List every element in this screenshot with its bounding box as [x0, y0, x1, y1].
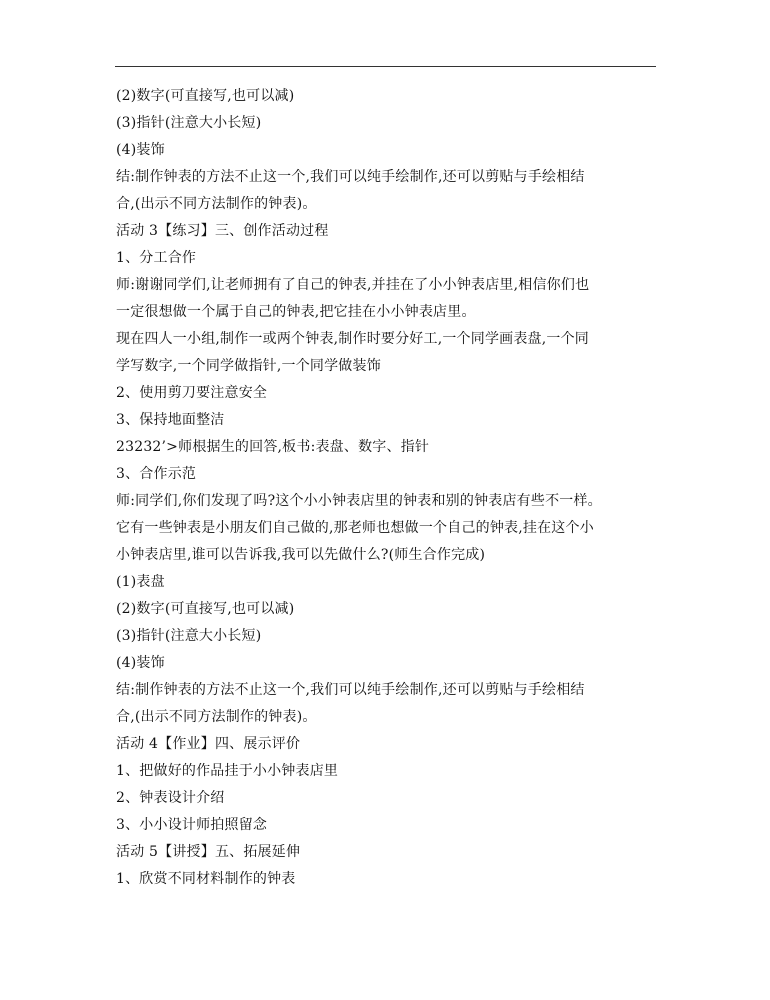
text-line: 师:谢谢同学们,让老师拥有了自己的钟表,并挂在了小小钟表店里,相信你们也 [116, 277, 590, 293]
text-line: (4)装饰 [116, 142, 165, 158]
text-line: 师:同学们,你们发现了吗?这个小小钟表店里的钟表和别的钟表店有些不一样。 [116, 493, 602, 509]
text-line: 1、分工合作 [116, 250, 197, 266]
section-heading: 活动 4【作业】四、展示评价 [116, 736, 301, 752]
text-line: (3)指针(注意大小长短) [116, 115, 262, 131]
text-line: 它有一些钟表是小朋友们自己做的,那老师也想做一个自己的钟表,挂在这个小 [116, 520, 594, 536]
text-line: (2)数字(可直接写,也可以减) [116, 88, 295, 104]
text-line: 学写数字,一个同学做指针,一个同学做装饰 [116, 358, 381, 374]
text-line: 现在四人一小组,制作一或两个钟表,制作时要分好工,一个同学画表盘,一个同 [116, 331, 589, 347]
text-line: (1)表盘 [116, 574, 165, 590]
text-line: 2、使用剪刀要注意安全 [116, 385, 268, 401]
text-line: 1、把做好的作品挂于小小钟表店里 [116, 763, 339, 779]
text-line: 3、保持地面整洁 [116, 412, 225, 428]
text-line: (4)装饰 [116, 655, 165, 671]
text-line: 3、小小设计师拍照留念 [116, 817, 268, 833]
text-line: 1、欣赏不同材料制作的钟表 [116, 871, 296, 887]
text-line: 合,(出示不同方法制作的钟表)。 [116, 196, 317, 212]
text-line: 23232’>师根据生的回答,板书:表盘、数字、指针 [116, 439, 430, 455]
section-heading: 活动 3【练习】三、创作活动过程 [116, 223, 329, 239]
text-line: 结:制作钟表的方法不止这一个,我们可以纯手绘制作,还可以剪贴与手绘相结 [116, 169, 585, 185]
header-rule [115, 66, 656, 67]
text-line: 结:制作钟表的方法不止这一个,我们可以纯手绘制作,还可以剪贴与手绘相结 [116, 682, 585, 698]
text-line: 一定很想做一个属于自己的钟表,把它挂在小小钟表店里。 [116, 304, 476, 320]
text-line: 2、钟表设计介绍 [116, 790, 225, 806]
section-heading: 活动 5【讲授】五、拓展延伸 [116, 844, 301, 860]
document-body [116, 83, 661, 893]
text-line: 3、合作示范 [116, 466, 197, 482]
text-line: (2)数字(可直接写,也可以减) [116, 601, 295, 617]
text-line: 小钟表店里,谁可以告诉我,我可以先做什么?(师生合作完成) [116, 547, 486, 563]
text-line: 合,(出示不同方法制作的钟表)。 [116, 709, 317, 725]
text-line: (3)指针(注意大小长短) [116, 628, 262, 644]
